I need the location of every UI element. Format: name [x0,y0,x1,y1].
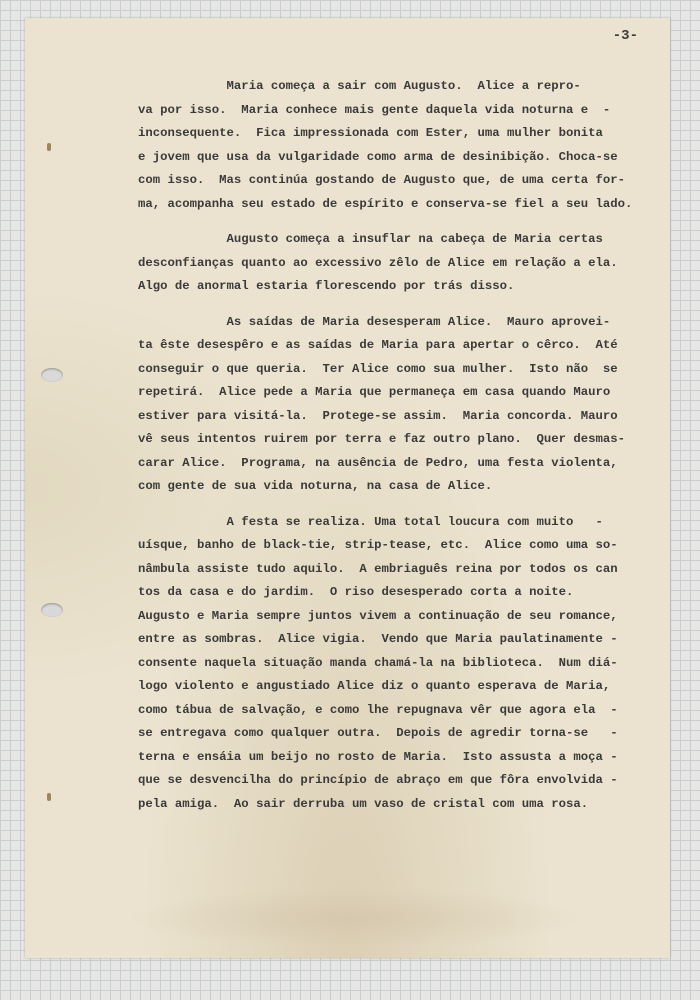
typewritten-page [25,18,670,958]
text-line: ta êste desespêro e as saídas de Maria para apertar o cêrco. Até [138,338,618,352]
text-line: vê seus intentos ruirem por terra e faz outro plano. Quer desmas- [138,432,626,446]
text-line: que se desvencilha do princípio de abraço em que fôra envolvida - [138,773,618,787]
text-line: Augusto começa a insuflar na cabeça de Maria certas [138,232,603,246]
text-line: pela amiga. Ao sair derruba um vaso de cristal com uma rosa. [138,796,589,811]
paragraph [138,511,658,817]
paragraph-gap [138,299,658,311]
text-line: estiver para visitá-la. Protege-se assim. Maria concorda. Mauro [138,408,618,423]
text-line: Algo de anormal estaria florescendo por trás disso. [138,279,515,293]
text-line: inconsequente. Fica impressionada com Ester, uma mulher bonita [138,126,603,140]
text-line: consente naquela situação manda chamá-la na biblioteca. Num diá- [138,655,618,670]
page-number: -3- [612,28,638,44]
text-line: conseguir o que queria. Ter Alice como sua mulher. Isto não se [138,361,618,376]
text-line: entre as sombras. Alice vigia. Vendo que Maria paulatinamente - [138,632,618,646]
text-line: Maria começa a sair com Augusto. Alice a repro- [138,79,581,93]
text-line: com gente de sua vida noturna, na casa de Alice. [138,479,493,493]
text-line: As saídas de Maria desesperam Alice. Mauro aprovei- [138,314,611,329]
rust-mark [47,143,51,151]
body-text [138,75,658,816]
text-line: A festa se realiza. Uma total loucura com muito - [138,514,603,529]
text-line: se entregava como qualquer outra. Depois de agredir torna-se - [138,726,618,740]
text-line: Augusto e Maria sempre juntos vivem a continuação de seu romance, [138,608,618,623]
text-line: nâmbula assiste tudo aquilo. A embriaguês reina por todos os can [138,561,618,576]
paragraph-gap [138,216,658,228]
text-line: e jovem que usa da vulgaridade como arma de desinibição. Choca-se [138,149,618,164]
paragraph [138,311,658,499]
text-line: uísque, banho de black-tie, strip-tease, etc. Alice como uma so- [138,538,618,552]
paper-stain [125,888,585,948]
punch-hole [41,368,63,382]
text-line: repetirá. Alice pede a Maria que permaneça em casa quando Mauro [138,385,611,399]
paragraph-gap [138,499,658,511]
text-line: com isso. Mas continúa gostando de Augusto que, de uma certa for- [138,173,626,187]
paragraph [138,75,658,216]
text-line: desconfianças quanto ao excessivo zêlo de Alice em relação a ela. [138,255,618,270]
paragraph [138,228,658,299]
text-line: va por isso. Maria conhece mais gente daquela vida noturna e - [138,102,611,117]
rust-mark [47,793,51,801]
text-line: como tábua de salvação, e como lhe repugnava vêr que agora ela - [138,702,618,717]
text-line: terna e ensáia um beijo no rosto de Maria. Isto assusta a moça - [138,749,618,764]
text-line: logo violento e angustiado Alice diz o quanto esperava de Maria, [138,679,611,693]
text-line: ma, acompanha seu estado de espírito e conserva-se fiel a seu lado. [138,196,633,211]
text-line: carar Alice. Programa, na ausência de Pedro, uma festa violenta, [138,455,618,470]
punch-hole [41,603,63,617]
text-line: tos da casa e do jardim. O riso desesperado corta a noite. [138,585,574,599]
